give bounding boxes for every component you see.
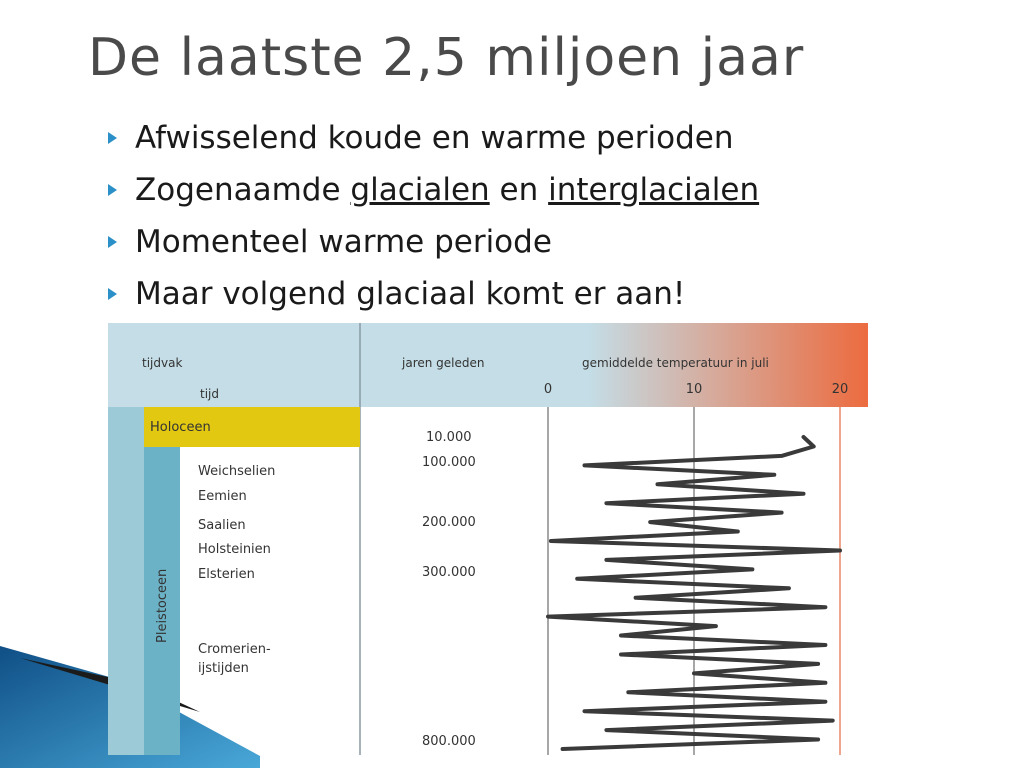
bullet-item bbox=[108, 216, 759, 268]
bullet-text: Afwisselend koude en warme perioden bbox=[135, 120, 734, 156]
stage-label: Eemien bbox=[198, 489, 247, 504]
year-label: 300.000 bbox=[422, 565, 476, 580]
temperature-tick-label: 20 bbox=[831, 382, 849, 397]
stage-label: Cromerien- bbox=[198, 642, 271, 657]
bullet-item bbox=[108, 268, 759, 320]
bullet-list bbox=[108, 112, 759, 320]
stage-label: Holsteinien bbox=[198, 542, 271, 557]
tijdvak-header: tijdvak bbox=[142, 356, 183, 370]
year-label: 10.000 bbox=[426, 430, 472, 445]
bullet-text: Zogenaamde bbox=[135, 172, 351, 208]
holoceen-label: Holoceen bbox=[150, 420, 211, 435]
stage-label: Elsterien bbox=[198, 567, 255, 582]
years-header: jaren geleden bbox=[402, 356, 485, 370]
bullet-arrow-icon bbox=[108, 288, 117, 300]
stage-label: ijstijden bbox=[198, 661, 249, 676]
glacialen-link[interactable]: glacialen bbox=[350, 172, 490, 208]
tijd-header: tijd bbox=[200, 387, 219, 401]
slide-title: De laatste 2,5 miljoen jaar bbox=[88, 28, 805, 88]
temperature-chart bbox=[108, 323, 868, 755]
bullet-arrow-icon bbox=[108, 184, 117, 196]
bullet-item bbox=[108, 112, 759, 164]
chart-svg bbox=[108, 323, 868, 755]
pleistoceen-label: Pleistoceen bbox=[155, 568, 170, 643]
bullet-arrow-icon bbox=[108, 236, 117, 248]
interglacialen-link[interactable]: interglacialen bbox=[548, 172, 760, 208]
temperature-tick-label: 0 bbox=[543, 382, 553, 397]
year-label: 100.000 bbox=[422, 455, 476, 470]
bullet-text: Momenteel warme periode bbox=[135, 224, 552, 260]
bullet-item bbox=[108, 164, 759, 216]
temperature-header: gemiddelde temperatuur in juli bbox=[582, 356, 769, 370]
bullet-text: en bbox=[489, 172, 549, 208]
stage-label: Saalien bbox=[198, 518, 246, 533]
temperature-tick-label: 10 bbox=[685, 382, 703, 397]
stage-label: Weichselien bbox=[198, 464, 276, 479]
year-label: 200.000 bbox=[422, 515, 476, 530]
year-label: 800.000 bbox=[422, 734, 476, 749]
bullet-arrow-icon bbox=[108, 132, 117, 144]
era-bar-outer bbox=[108, 407, 144, 755]
bullet-text: Maar volgend glaciaal komt er aan! bbox=[135, 276, 686, 312]
